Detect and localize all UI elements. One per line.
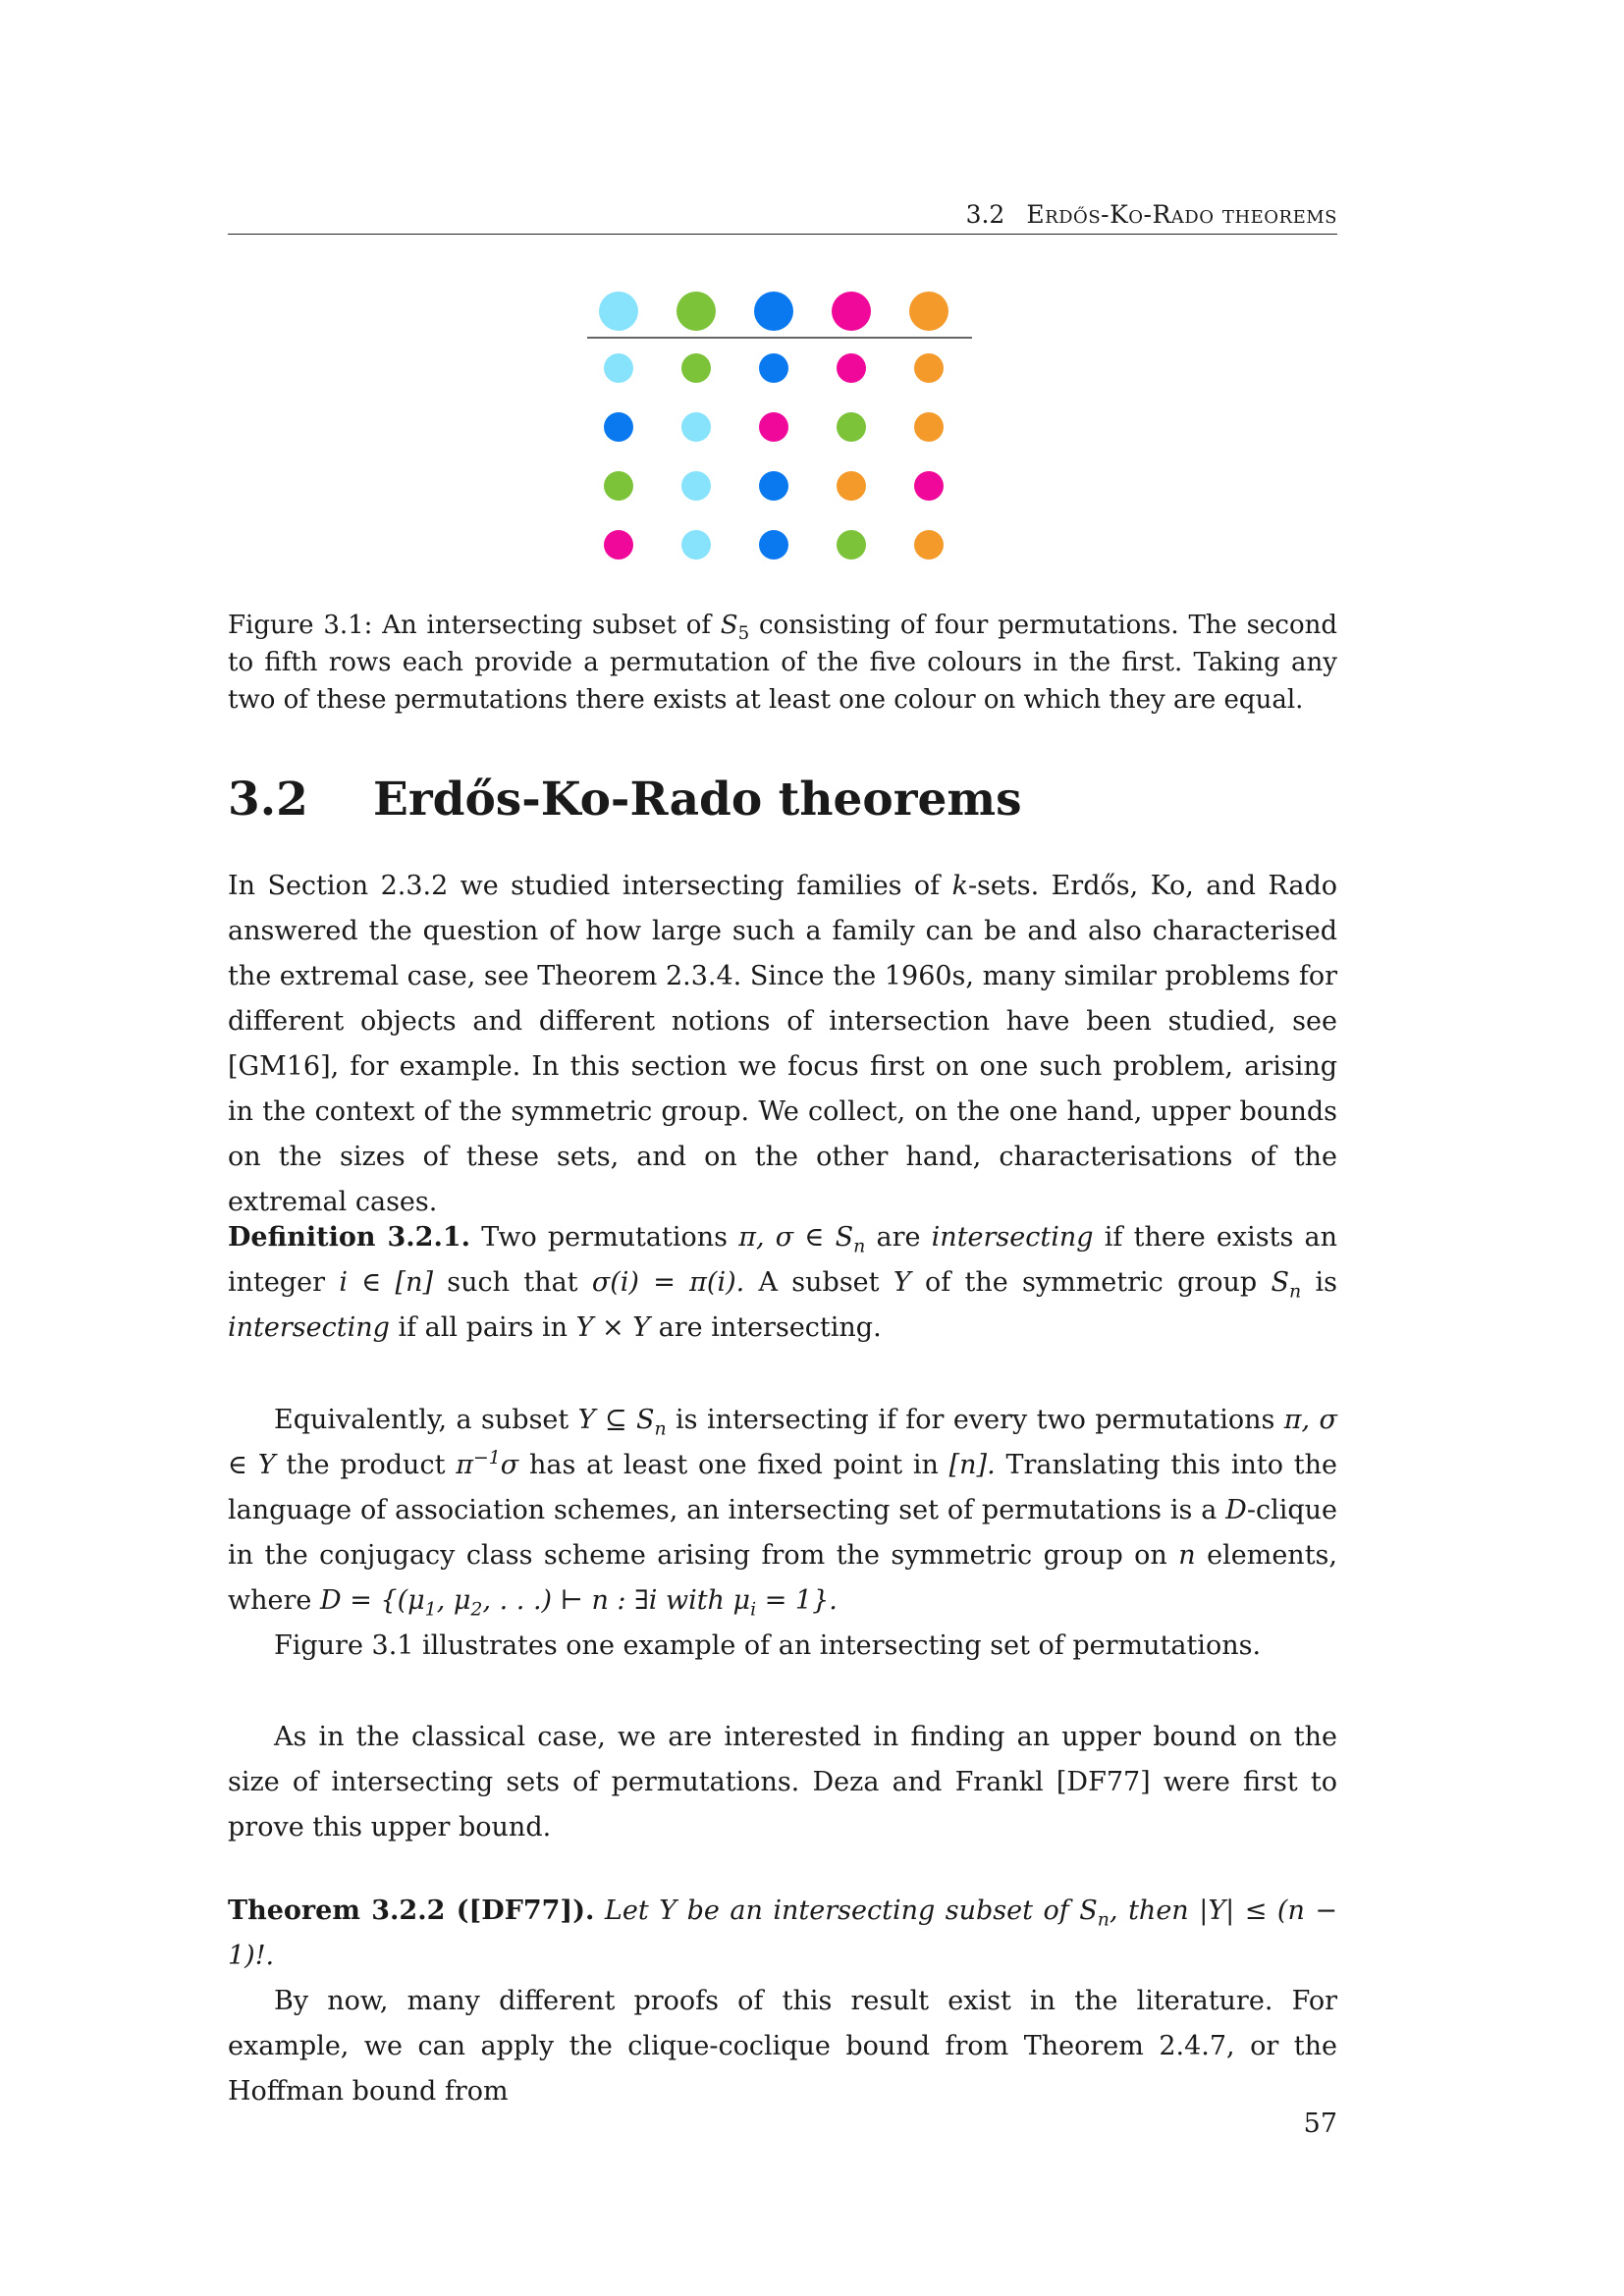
p2-math-3 [456,1447,519,1480]
permutation-dot-grid [587,285,972,569]
p5-text: By now, many different proofs of this result exist in the literature. For example, we can apply the clique-coclique bound from Theorem 2.4.7, or the Hoffman bound from [228,1986,1337,2107]
p2-text-5: Translating this into the language of association schemes, an intersecting set of permutations is a [228,1450,1337,1525]
def-math-1-sub: n [853,1235,866,1257]
permutation-row-4-dot-green [837,530,866,560]
p4-text: As in the classical case, we are interested in finding an upper bound on the size of intersecting sets of permutations. Deza and Frankl [DF77] were first to prove this upper bound. [228,1722,1337,1842]
permutation-row-1-dot-orange [914,353,944,383]
theorem-math-2-sub: n [1097,1908,1110,1931]
para1-text-a: In Section 2.3.2 we studied intersecting families of [228,871,952,901]
permutation-row-2-dot-light-blue [681,412,711,442]
def-text-6: of the symmetric group [924,1267,1258,1298]
def-emph-1: intersecting [931,1222,1094,1253]
para1-math-k: k [951,871,968,901]
permutation-row-3-dot-green [604,471,633,501]
theorem-label: Theorem 3.2.2 ([DF77]). [228,1896,595,1926]
theorem-3-2-2 [228,1889,1337,1979]
def-text-9: are intersecting. [658,1312,882,1343]
def-math-1-main: π, σ ∈ S [738,1222,854,1253]
para1-text-b: -sets. Erdős, Ko, and Rado answered the question of how large such a family can be and also characterised the extremal case, see Theorem 2.3.4. Since the 1960s, many similar problems for different objects and different notions of intersection have been studied, see [GM16], for example. In this section we focus first on one such problem, arising in the context of the symmetric group. We collect, on the one hand, upper bounds on the sizes of these sets, and on the other hand, characterisations of the extremal cases. [228,871,1337,1217]
p2-math-5: D [1225,1495,1247,1525]
p2-math-7-sub1: 1 [424,1598,437,1621]
def-text-7: is [1315,1267,1337,1298]
p2-text-2: is intersecting if for every two permutations [676,1405,1275,1435]
def-math-1 [738,1222,866,1257]
caption-text-end: consisting of four permutations. The second to fifth rows each provide a permutation of the five colours in the first. Taking any two of these permutations there exists at least one colour on which they are equal. [228,611,1338,715]
permutation-row-1-dot-green [681,353,711,383]
def-emph-2: intersecting [228,1312,390,1343]
p2-math-2: π, σ ∈ Y [228,1405,1337,1480]
figure-permutation-grid [587,285,972,569]
theorem-text-2: be an intersecting subset of [686,1896,1069,1926]
def-math-5-sub: n [1289,1280,1302,1303]
def-text-4: such that [447,1267,578,1298]
p2-math-7-d: = 1}. [764,1585,838,1616]
caption-math-sub: 5 [737,623,750,645]
permutation-row-4-dot-magenta [604,530,633,560]
def-math-2: i ∈ [n] [339,1267,433,1298]
permutation-row-3-dot-blue [759,471,788,501]
paragraph-equivalently [228,1398,1337,1624]
permutation-row-4-dot-blue [759,530,788,560]
def-math-4: Y [893,1267,911,1298]
caption-text-start: An intersecting subset of [382,611,711,640]
header-dot-blue [754,292,793,331]
page-number: 57 [1303,2109,1337,2139]
p2-text-7: elements, where [228,1540,1337,1616]
p2-math-1-main: Y ⊆ S [577,1405,655,1435]
header-dot-light-blue [599,292,638,331]
section-title: Erdős-Ko-Rado theorems [373,773,1022,827]
p2-math-3-pi: π [456,1450,473,1480]
theorem-text-3: , then [1109,1896,1189,1926]
definition-label: Definition 3.2.1. [228,1222,471,1253]
header-dot-orange [909,292,948,331]
permutation-row-4-dot-light-blue [681,530,711,560]
permutation-row-2-dot-blue [604,412,633,442]
paragraph-proofs [228,1979,1337,2114]
running-header [228,196,1337,235]
paragraph-figure-reference [228,1624,1337,1669]
permutation-row-3-dot-orange [837,471,866,501]
p2-math-1-sub: n [654,1417,667,1440]
def-math-6: Y × Y [575,1312,651,1343]
def-text-2: are [876,1222,921,1253]
p2-math-7-sub3: i [750,1598,757,1621]
permutation-row-2-dot-orange [914,412,944,442]
theorem-math-2 [1079,1896,1110,1931]
def-text-8: if all pairs in [398,1312,568,1343]
header-dot-magenta [832,292,871,331]
theorem-text-1: Let [604,1896,649,1926]
section-heading [228,771,1337,829]
p2-math-7 [319,1585,838,1621]
def-text-3: if there exists an integer [228,1222,1338,1298]
p2-math-7-sub2: 2 [470,1598,483,1621]
p2-math-3-sup: −1 [472,1447,501,1468]
theorem-math-1: Y [659,1896,677,1926]
p2-math-3-sigma: σ [500,1450,519,1480]
p2-text-3: the product [286,1450,446,1480]
p2-text-4: has at least one fixed point in [529,1450,939,1480]
paragraph-classical-case [228,1715,1337,1850]
figure-caption [228,607,1337,719]
permutation-row-1-dot-blue [759,353,788,383]
permutation-row-3-dot-light-blue [681,471,711,501]
permutation-row-2-dot-green [837,412,866,442]
p2-math-6: n [1178,1540,1196,1571]
p2-text-1: Equivalently, a subset [274,1405,569,1435]
header-dot-green [677,292,716,331]
def-math-5-main: S [1271,1267,1289,1298]
caption-symmetric-group [720,611,750,645]
definition-3-2-1 [228,1215,1337,1351]
caption-math-S: S [720,611,738,640]
theorem-math-2-main: S [1079,1896,1098,1926]
running-header-section-number: 3.2 [965,200,1005,229]
permutation-row-3-dot-magenta [914,471,944,501]
p2-math-1 [577,1405,667,1440]
p2-math-7-b: , μ [436,1585,471,1616]
def-text-5: A subset [758,1267,880,1298]
section-number: 3.2 [228,773,308,827]
permutation-row-1-dot-magenta [837,353,866,383]
def-math-3: σ(i) = π(i). [591,1267,745,1298]
p2-text-6: -clique in the conjugacy class scheme arising from the symmetric group on [228,1495,1337,1571]
permutation-row-2-dot-magenta [759,412,788,442]
paragraph-intro [228,864,1337,1225]
p2-math-7-c: , . . .) ⊢ n : ∃i with μ [482,1585,751,1616]
running-header-section-title: Erdős-Ko-Rado theorems [1026,200,1337,229]
p2-math-4: [n]. [948,1450,996,1480]
permutation-row-4-dot-orange [914,530,944,560]
def-math-5 [1271,1267,1302,1303]
permutation-row-1-dot-light-blue [604,353,633,383]
p2-math-7-a: D = {(μ [319,1585,425,1616]
theorem-math-3: |Y| ≤ (n − 1)!. [228,1896,1337,1971]
caption-label: Figure 3.1: [228,611,373,640]
def-text-1: Two permutations [481,1222,728,1253]
p3-text: Figure 3.1 illustrates one example of an intersecting set of permutations. [274,1630,1262,1661]
